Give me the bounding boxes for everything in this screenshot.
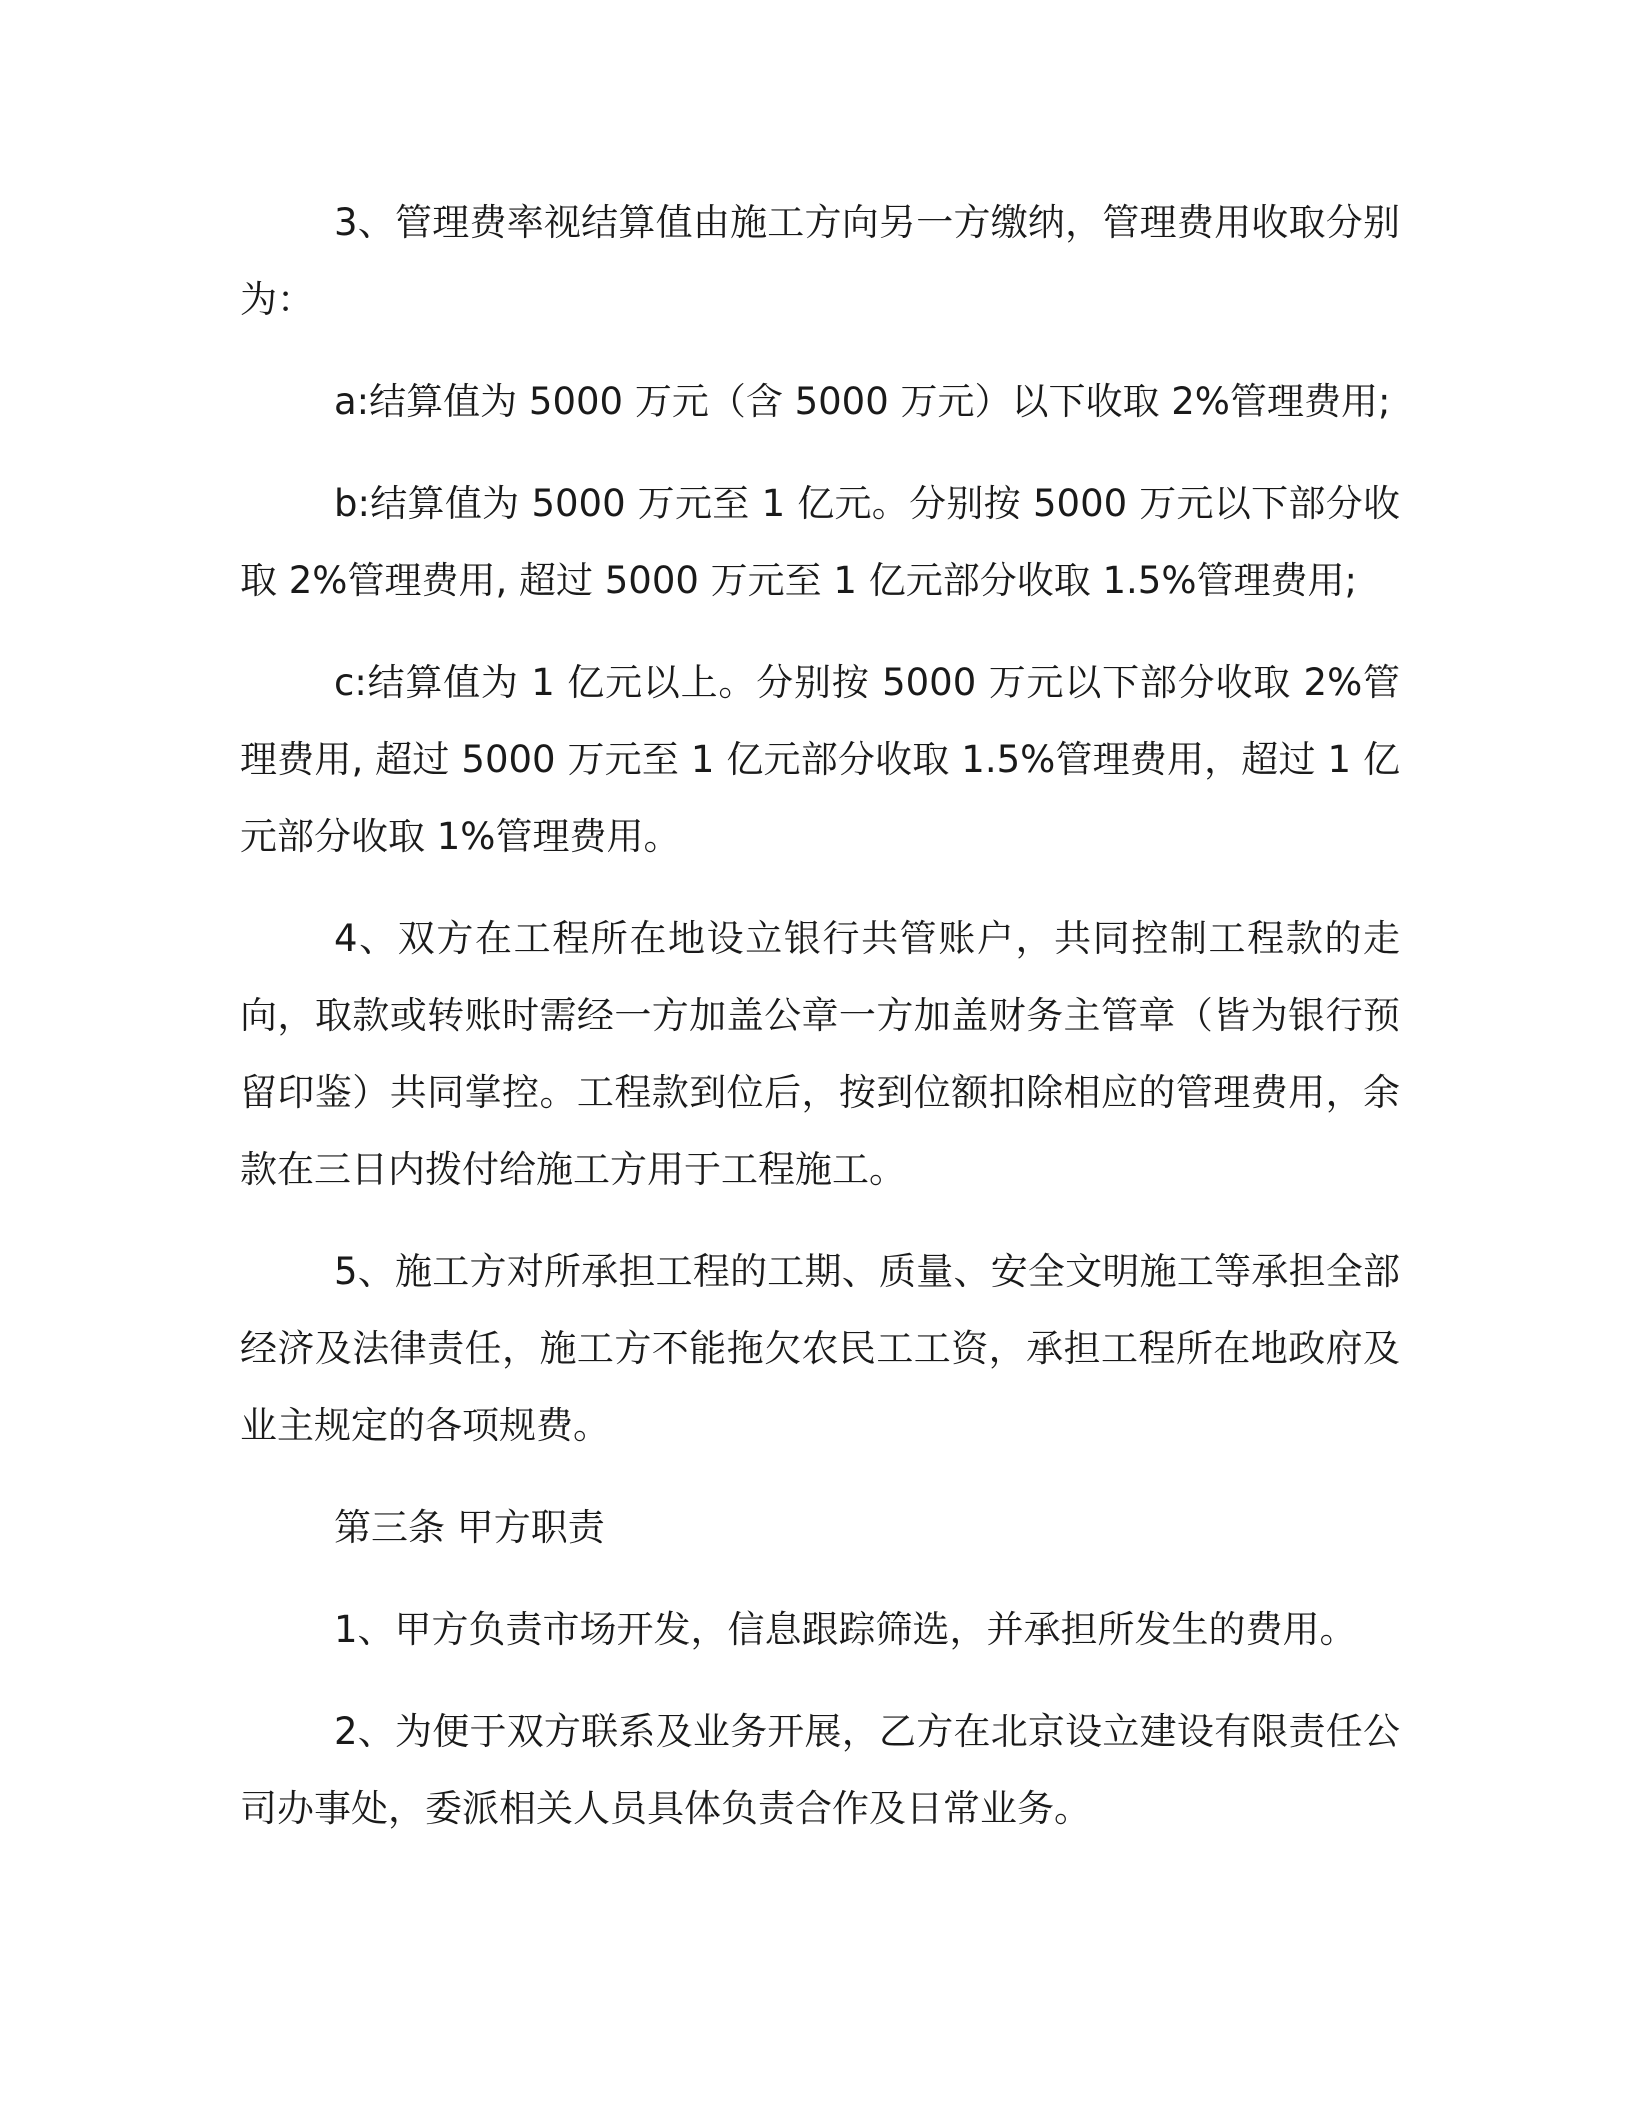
paragraph-article-3-item-2: 2、为便于双方联系及业务开展，乙方在北京设立建设有限责任公司办事处，委派相关人员具体负责合作及日常业务。	[240, 1710, 1400, 1830]
paragraph-clause-3c: c:结算值为 1 亿元以上。分别按 5000 万元以下部分收取 2%管理费用, 超过 5000 万元至 1 亿元部分收取 1.5%管理费用，超过 1 亿元部分收取 1%管理费用。	[240, 661, 1400, 858]
section-heading-article-3: 第三条 甲方职责	[334, 1506, 605, 1549]
paragraph-clause-3: 3、管理费率视结算值由施工方向另一方缴纳，管理费用收取分别为：	[240, 201, 1400, 321]
paragraph-clause-5: 5、施工方对所承担工程的工期、质量、安全文明施工等承担全部经济及法律责任，施工方不能拖欠农民工工资，承担工程所在地政府及业主规定的各项规费。	[240, 1250, 1400, 1447]
paragraph-clause-3b: b:结算值为 5000 万元至 1 亿元。分别按 5000 万元以下部分收取 2%管理费用, 超过 5000 万元至 1 亿元部分收取 1.5%管理费用;	[240, 482, 1400, 602]
paragraph-article-3-item-1: 1、甲方负责市场开发，信息跟踪筛选，并承担所发生的费用。	[334, 1608, 1357, 1651]
paragraph-clause-3a: a:结算值为 5000 万元（含 5000 万元）以下收取 2%管理费用;	[334, 380, 1391, 423]
document-body	[240, 184, 1400, 1847]
paragraph-clause-4: 4、双方在工程所在地设立银行共管账户，共同控制工程款的走向，取款或转账时需经一方加盖公章一方加盖财务主管章（皆为银行预留印鉴）共同掌控。工程款到位后，按到位额扣除相应的管理费用，余款在三日内拨付给施工方用于工程施工。	[240, 917, 1400, 1191]
